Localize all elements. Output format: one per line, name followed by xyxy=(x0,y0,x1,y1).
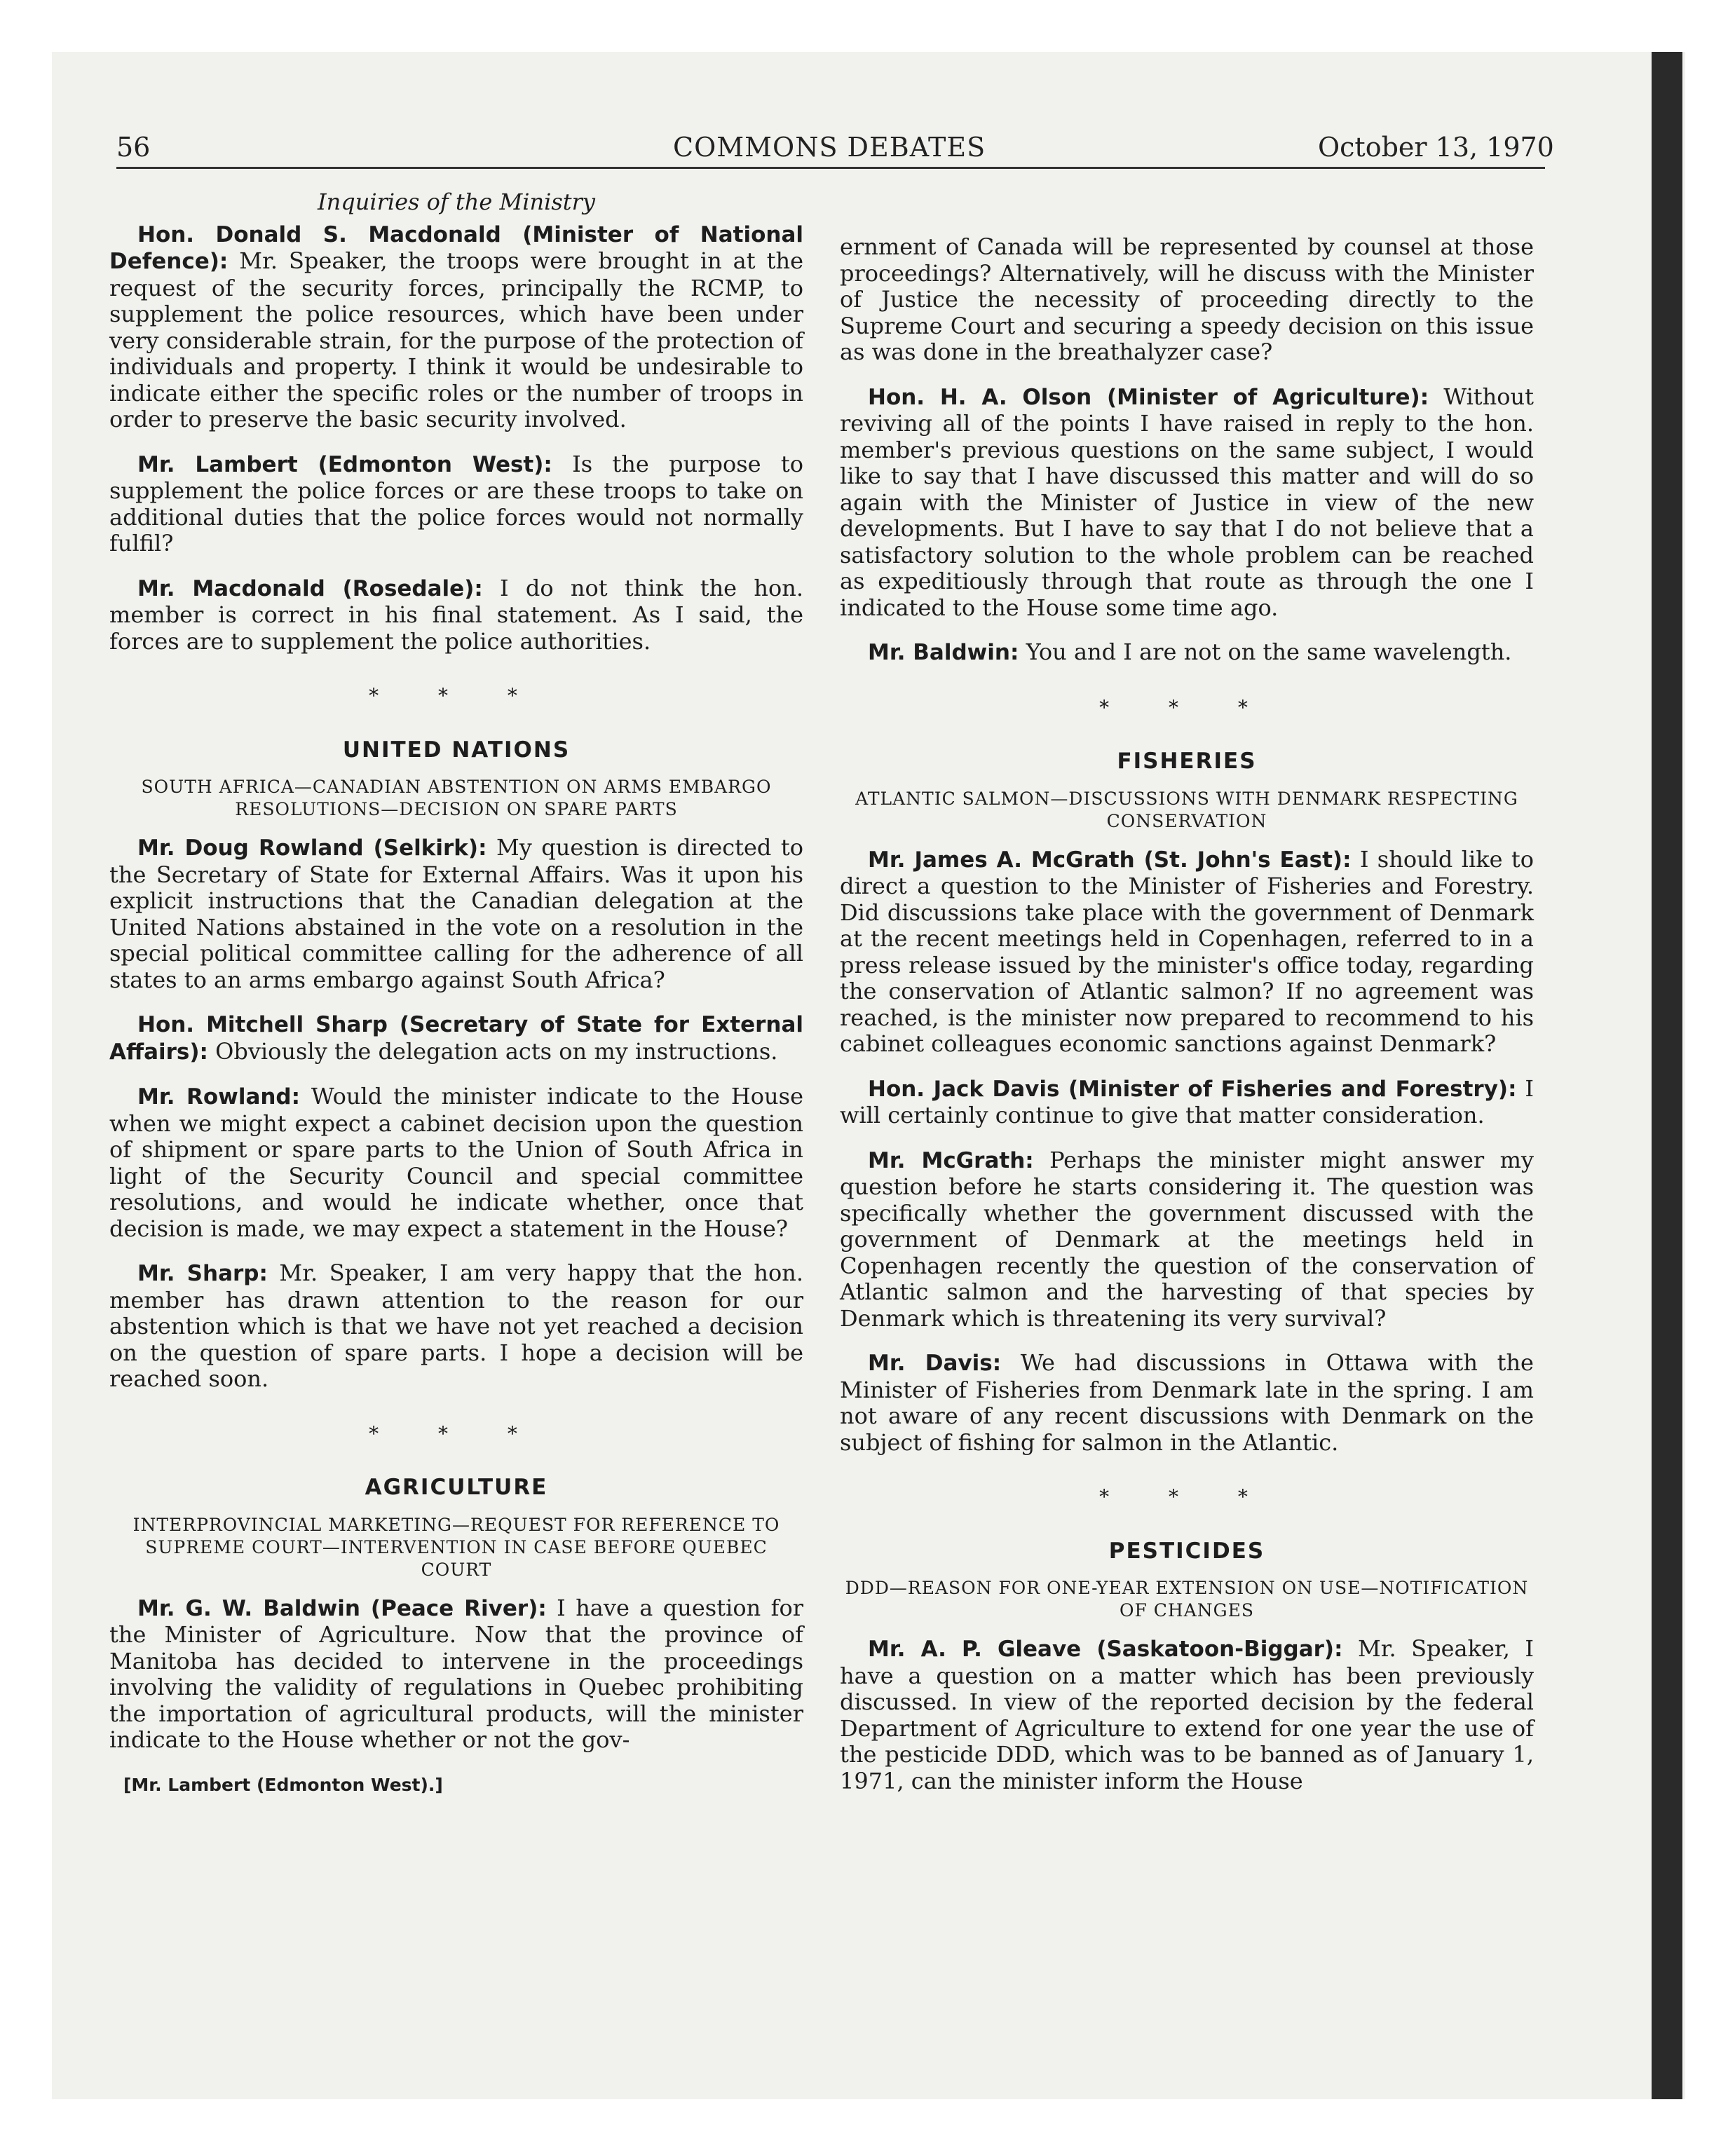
speech: Is the purpose to supplement the police forces or are these troops to take on additional duties that the police forces would not normally fulfil? xyxy=(109,450,803,557)
page-number: 56 xyxy=(116,132,151,163)
speaker: Mr. Sharp: xyxy=(137,1261,268,1286)
speaker: Mr. Lambert (Edmonton West): xyxy=(137,451,552,477)
speaker: Mr. Davis: xyxy=(868,1351,1002,1376)
speech: Would the minister indicate to the House when we might expect a cabinet decision upon the question of shipment or spare parts to the Union of South Africa in light of the Security Council and special committee resolutions, and would he indicate whether, once that decision is made, we may expect a statement in the House? xyxy=(109,1083,804,1242)
speaker: Hon. Mitchell Sharp (Secretary of State for External Affairs): xyxy=(109,1012,803,1065)
speech: Mr. Speaker, I am very happy that the hon. member has drawn attention to the reason for our abstention which is that we have not yet reached a decision on the question of spare parts. I hope a decision will be reached soon. xyxy=(109,1260,804,1392)
speech: We had discussions in Ottawa with the Minister of Fisheries from Denmark late in the spring. I am not aware of any recent discussions with Denmark on the subject of fishing for salmon in the Atlantic. xyxy=(840,1349,1534,1456)
subject-heading: DDD—REASON FOR ONE-YEAR EXTENSION ON USE—NOTIFICATION OF CHANGES xyxy=(845,1578,1529,1621)
paragraph xyxy=(109,1011,803,1065)
running-title: COMMONS DEBATES xyxy=(673,132,986,163)
speech: Perhaps the minister might answer my question before he starts considering it. The question was specifically whether the government discussed with the government of Denmark at the meetings held in Copenhagen recently the question of the conservation of Atlantic salmon and the harvesting of that species by Denmark which is threatening its very survival? xyxy=(840,1146,1534,1332)
speech: Mr. Speaker, the troops were brought in at the request of the security forces, principally the RCMP, to supplement the police resources, which have been under very considerable strain, for the purpose of the protection of individuals and property. I think it would be undesirable to indicate either the specific roles or the number of troops in order to preserve the basic security involved. xyxy=(109,247,803,432)
speech: ernment of Canada will be represented by counsel at those proceedings? Alternatively, will he discuss with the Minister of Justice the necessity of proceeding directly to the Supreme Court and securing a speedy decision on this issue as was done in the breathalyzer case? xyxy=(840,233,1534,365)
section-divider: * * * xyxy=(1099,1485,1274,1508)
header-rule xyxy=(116,167,1545,169)
left-column xyxy=(109,189,803,1798)
paragraph xyxy=(109,575,803,655)
section-subtitle: Inquiries of the Ministry xyxy=(318,189,595,215)
speech: I will certainly continue to give that matter consideration. xyxy=(840,1074,1534,1128)
right-column xyxy=(840,234,1534,1813)
speaker: Hon. Donald S. Macdonald (Minister of National Defence): xyxy=(109,221,803,274)
speech: Mr. Speaker, I have a question on a matter which has been previously discussed. In view of the reported decision by the federal Department of Agriculture to extend for one year the use of the pesticide DDD, which was to be banned as of January 1, 1971, can the minister inform the House xyxy=(840,1635,1535,1794)
paragraph xyxy=(109,1595,803,1754)
paragraph xyxy=(109,1084,803,1242)
section-heading: UNITED NATIONS xyxy=(342,737,571,763)
speaker: Hon. H. A. Olson (Minister of Agriculture): xyxy=(868,384,1429,410)
speech: Obviously the delegation acts on my instructions. xyxy=(207,1037,778,1065)
speaker: Mr. Baldwin: xyxy=(868,640,1019,665)
page-date: October 13, 1970 xyxy=(1318,132,1554,163)
speech: I do not think the hon. member is correct in his final statement. As I said, the forces are to supplement the police authorities. xyxy=(109,574,804,655)
paragraph xyxy=(840,847,1534,1058)
speech: I have a question for the Minister of Agriculture. Now that the province of Manitoba has decided to intervene in the proceedings involving the validity of regulations in Quebec prohibiting the importation of agricultural products, will the minister indicate to the House whether or not the gov- xyxy=(109,1594,804,1753)
binding-edge xyxy=(1652,52,1682,2099)
speaker: Mr. Macdonald (Rosedale): xyxy=(137,575,483,601)
section-divider: * * * xyxy=(369,684,544,707)
speaker: Mr. McGrath: xyxy=(868,1147,1034,1173)
speaker: Mr. Doug Rowland (Selkirk): xyxy=(137,835,487,861)
paragraph xyxy=(840,1636,1534,1794)
speaker: Mr. G. W. Baldwin (Peace River): xyxy=(137,1595,547,1621)
section-heading: AGRICULTURE xyxy=(365,1475,548,1500)
section-heading: FISHERIES xyxy=(1117,749,1257,774)
subject-heading: SOUTH AFRICA—CANADIAN ABSTENTION ON ARMS EMBARGO RESOLUTIONS—DECISION ON SPARE PARTS xyxy=(141,777,772,819)
subject-heading: INTERPROVINCIAL MARKETING—REQUEST FOR REFERENCE TO SUPREME COURT—INTERVENTION IN CASE BEFORE QUEBEC COURT xyxy=(132,1514,780,1580)
paragraph xyxy=(840,1350,1534,1456)
speaker: Mr. Rowland: xyxy=(137,1084,301,1110)
paragraph-continued xyxy=(840,234,1534,366)
section-divider: * * * xyxy=(369,1421,544,1445)
footnote: [Mr. Lambert (Edmonton West).] xyxy=(123,1774,443,1795)
speech: Without reviving all of the points I have raised in reply to the hon. member's previous questions on the same subject, I would like to say that I have discussed this matter and will do so again with the Minister of Justice in view of the new developments. But I have to say that I do not believe that a satisfactory solution to the whole problem can be reached as expeditiously through that route as through the one I indicated to the House some time ago. xyxy=(840,383,1535,621)
speaker: Mr. A. P. Gleave (Saskatoon-Biggar): xyxy=(868,1637,1343,1662)
section-divider: * * * xyxy=(1099,695,1274,719)
paragraph xyxy=(109,451,803,557)
subject-heading: ATLANTIC SALMON—DISCUSSIONS WITH DENMARK RESPECTING CONSERVATION xyxy=(855,788,1518,831)
speech: You and I are not on the same wavelength. xyxy=(1019,639,1512,665)
paragraph xyxy=(109,1260,803,1393)
paragraph xyxy=(840,1076,1534,1129)
speaker: Mr. James A. McGrath (St. John's East): xyxy=(868,847,1352,873)
section-heading: PESTICIDES xyxy=(1108,1538,1265,1564)
paragraph xyxy=(840,384,1534,622)
speech: I should like to direct a question to the Minister of Fisheries and Forestry. Did discussions take place with the government of Denmark at the recent meetings held in Copenhagen, referred to in a press release issued by the minister's office today, regarding the conservation of Atlantic salmon? If no agreement was reached, is the minister now prepared to recommend to his cabinet colleagues economic sanctions against Denmark? xyxy=(840,845,1534,1057)
speaker: Hon. Jack Davis (Minister of Fisheries and Forestry): xyxy=(868,1076,1517,1102)
paragraph xyxy=(109,221,803,433)
paragraph xyxy=(840,639,1534,667)
speech: My question is directed to the Secretary of State for External Affairs. Was it upon his explicit instructions that the Canadian delegation at the United Nations abstained in the vote on a resolution in the special political committee calling for the adherence of all states to an arms embargo against South Africa? xyxy=(109,834,803,993)
paragraph xyxy=(840,1147,1534,1332)
paragraph xyxy=(109,835,803,993)
